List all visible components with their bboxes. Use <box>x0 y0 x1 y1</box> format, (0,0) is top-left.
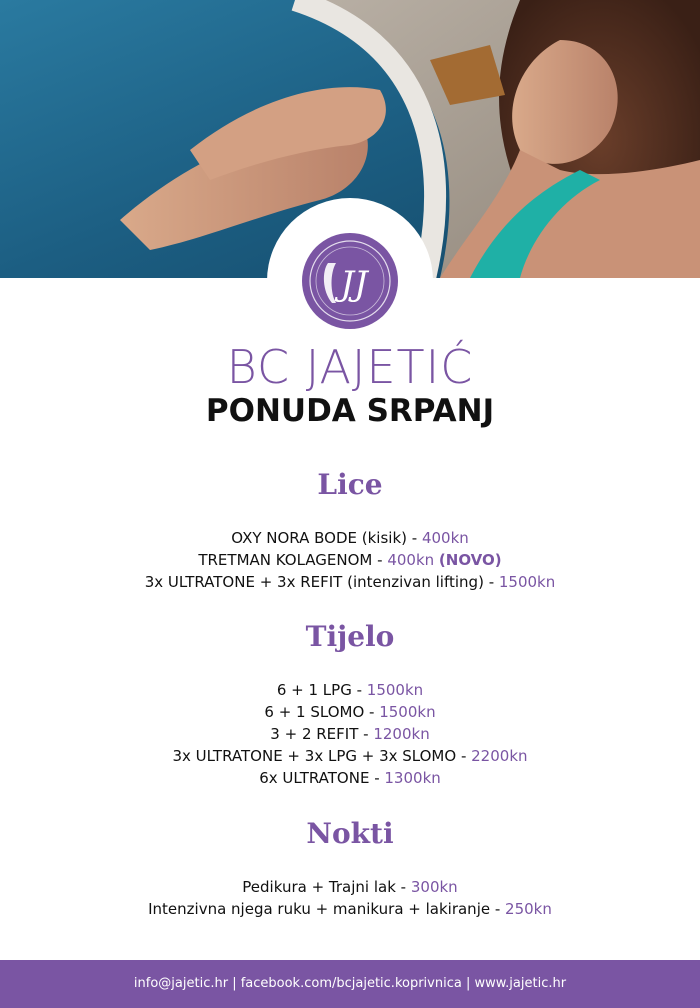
page-subtitle: PONUDA SRPANJ <box>205 393 495 429</box>
list-item: TRETMAN KOLAGENOM - 400kn (NOVO) <box>198 551 502 569</box>
list-item: Pedikura + Trajni lak - 300kn <box>242 878 458 896</box>
logo-mark-icon <box>302 233 398 329</box>
price: 1300kn <box>384 769 441 787</box>
list-item: OXY NORA BODE (kisik) - 400kn <box>231 529 469 547</box>
price: 1500kn <box>379 703 436 721</box>
section-items-tijelo <box>0 679 700 789</box>
list-item: 6x ULTRATONE - 1300kn <box>259 769 441 787</box>
brand-name: BC JAJETIĆ <box>226 340 474 394</box>
price: 400kn <box>421 529 469 547</box>
price: 2200kn <box>471 747 528 765</box>
section-title-tijelo: Tijelo <box>305 620 395 653</box>
list-item: 6 + 1 LPG - 1500kn <box>276 681 424 699</box>
section-title-lice: Lice <box>317 468 383 501</box>
new-badge: (NOVO) <box>438 551 502 569</box>
footer-contact-text: info@jajetic.hr | facebook.com/bcjajetic.koprivnica | www.jajetic.hr <box>133 976 567 991</box>
price: 1500kn <box>498 573 556 591</box>
list-item: 3x ULTRATONE + 3x REFIT (intenzivan lifting) - 1500kn <box>144 573 556 591</box>
price: 1200kn <box>373 725 430 743</box>
list-item: 3 + 2 REFIT - 1200kn <box>270 725 430 743</box>
list-item: 6 + 1 SLOMO - 1500kn <box>264 703 436 721</box>
logo <box>302 233 398 329</box>
price: 1500kn <box>366 681 424 699</box>
footer-contact-bar <box>0 960 700 1008</box>
price: 300kn <box>410 878 458 896</box>
section-items-lice <box>0 527 700 593</box>
section-title-nokti: Nokti <box>306 817 394 850</box>
price: 400kn <box>387 551 435 569</box>
section-items-nokti <box>0 876 700 920</box>
logo-letters: JJ <box>340 264 368 304</box>
price: 250kn <box>505 900 552 918</box>
list-item: Intenzivna njega ruku + manikura + lakiranje - 250kn <box>148 900 552 918</box>
list-item: 3x ULTRATONE + 3x LPG + 3x SLOMO - 2200kn <box>172 747 528 765</box>
